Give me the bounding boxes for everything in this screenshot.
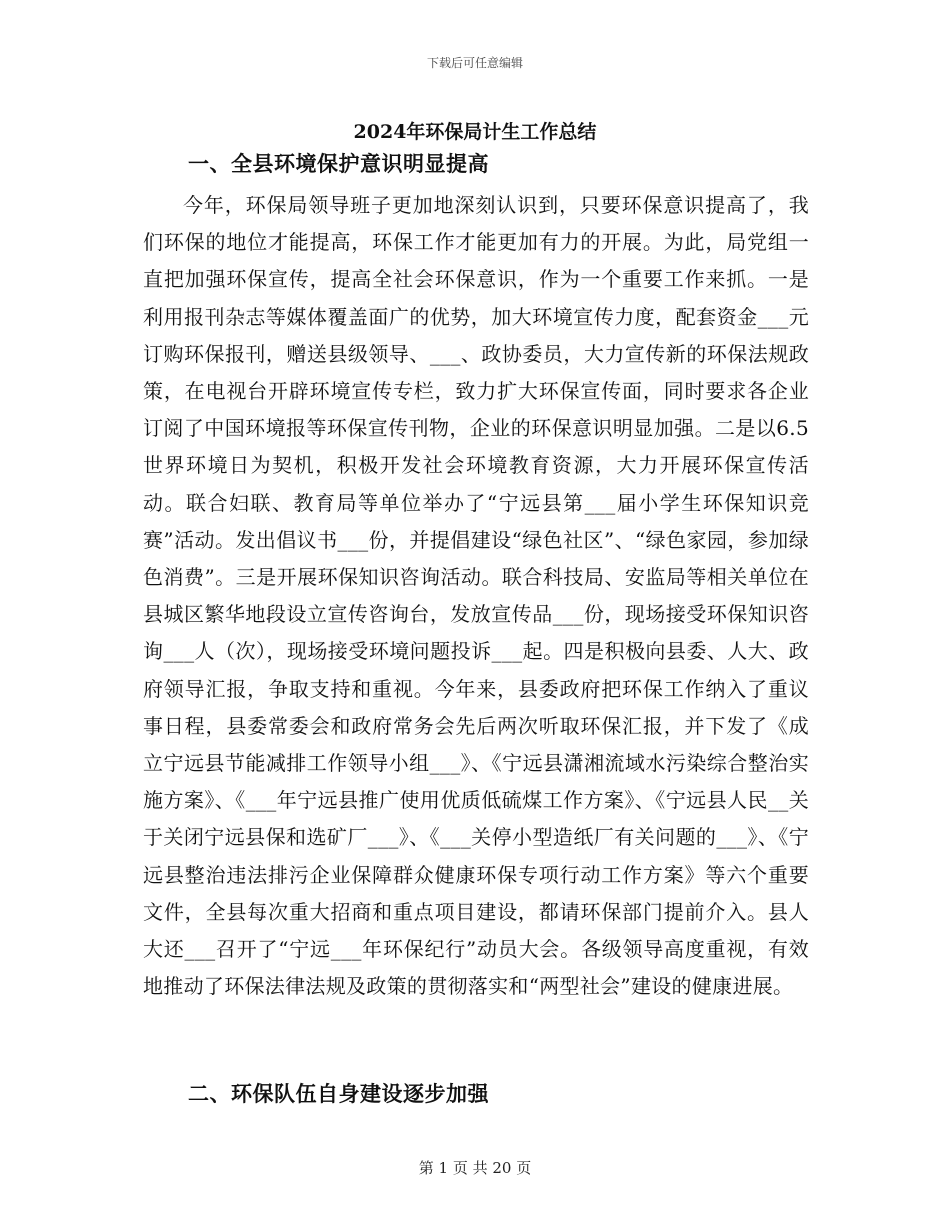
document-title: 2024年环保局计生工作总结 <box>353 121 597 143</box>
section-heading-2: 二、环保队伍自身建设逐步加强 <box>188 1081 489 1106</box>
page-number-footer: 第 1 页 共 20 页 <box>418 1159 532 1177</box>
page-header-note: 下载后可任意编辑 <box>426 56 523 70</box>
section-1-paragraph: 今年，环保局领导班子更加地深刻认识到，只要环保意识提高了，我们环保的地位才能提高，环保工作才能更加有力的开展。为此，局党组一直把加强环保宣传，提高全社会环保意识，作为一个重要工作来抓。一是利用报刊杂志等媒体覆盖面广的优势，加大环境宣传力度，配套资金___元订购环保报刊，赠送县级领导、___、政协委员，大力宣传新的环保法规政策，在电视台开辟环境宣传专栏，致力扩大环保宣传面，同时要求各企业订阅了中国环境报等环保宣传刊物，企业的环保意识明显加强。二是以6.5世界环境日为契机，积极开发社会环境教育资源，大力开展环保宣传活动。联合妇联、教育局等单位举办了“宁远县第___届小学生环保知识竞赛”活动。发出倡议书___份，并提倡建设“绿色社区”、“绿色家园，参加绿色消费”。三是开展环保知识咨询活动。联合科技局、安监局等相关单位在县城区繁华地段设立宣传咨询台，发放宣传品___份，现场接受环保知识咨询___人（次），现场接受环境问题投诉___起。四是积极向县委、人大、政府领导汇报，争取支持和重视。今年来，县委政府把环保工作纳入了重议事日程，县委常委会和政府常务会先后两次听取环保汇报，并下发了《成立宁远县节能减排工作领导小组___》、《宁远县潇湘流域水污染综合整治实施方案》、《___年宁远县推广使用优质低硫煤工作方案》、《宁远县人民__关于关闭宁远县保和选矿厂___》、《___关停小型造纸厂有关问题的___》、《宁远县整治违法排污企业保障群众健康环保专项行动工作方案》等六个重要文件，全县每次重大招商和重点项目建设，都请环保部门提前介入。县人大还___召开了“宁远___年环保纪行”动员大会。各级领导高度重视，有效地推动了环保法律法规及政策的贯彻落实和“两型社会”建设的健康进展。 <box>143 193 809 999</box>
section-heading-1: 一、全县环境保护意识明显提高 <box>188 151 489 176</box>
